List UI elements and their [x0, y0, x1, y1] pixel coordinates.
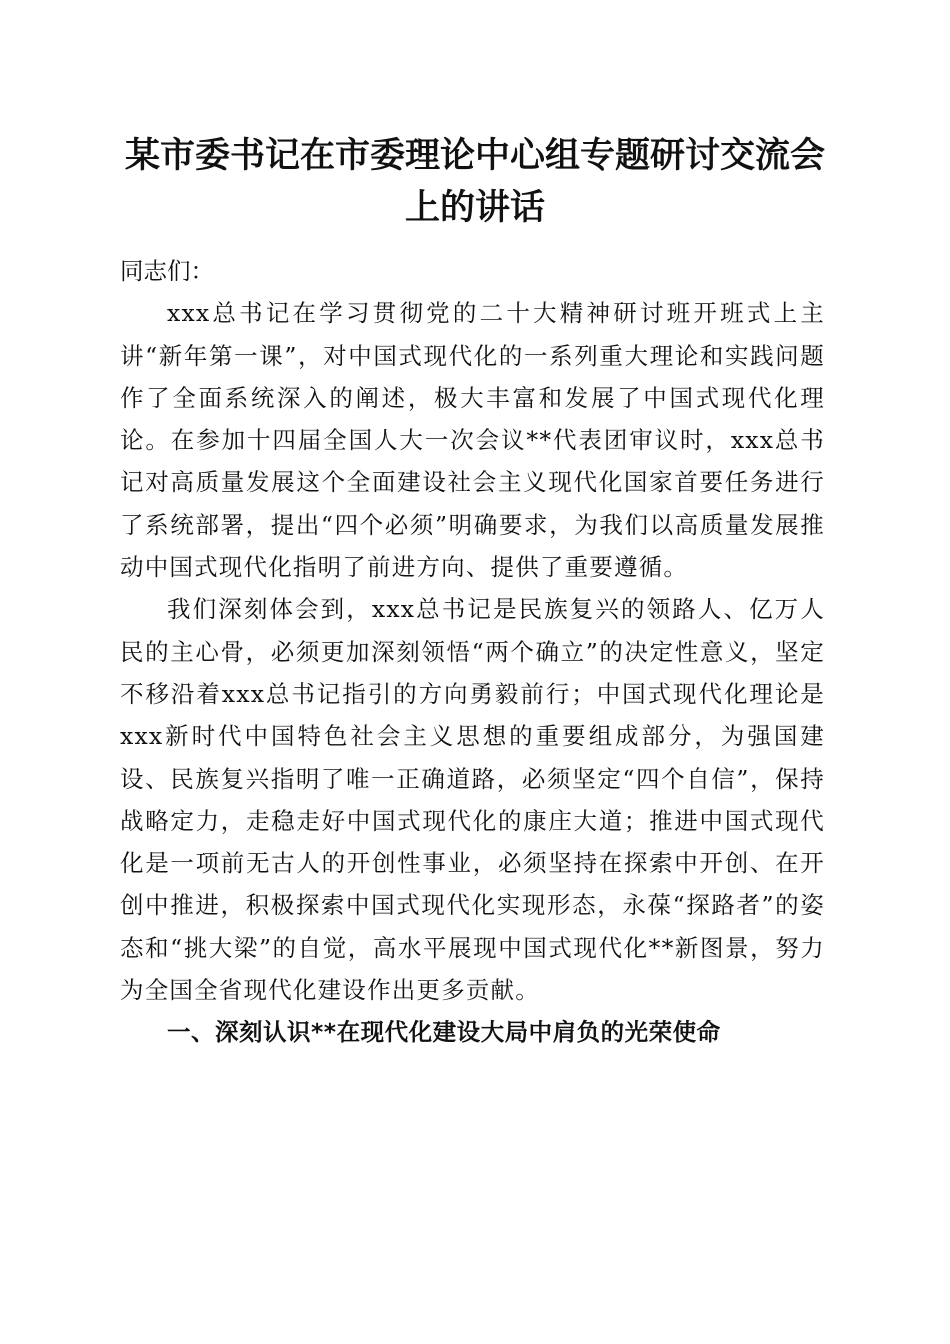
paragraph-1: xxx总书记在学习贯彻党的二十大精神研讨班开班式上主讲“新年第一课”，对中国式现代化的一系列重大理论和实践问题作了全面系统深入的阐述，极大丰富和发展了中国式现代化理论。在参加十四届全国人大一次会议**代表团审议时，xxx总书记对高质量发展这个全面建设社会主义现代化国家首要任务进行了系统部署，提出“四个必须”明确要求，为我们以高质量发展推动中国式现代化指明了前进方向、提供了重要遵循。 — [120, 299, 825, 582]
section-heading: 一、深刻认识**在现代化建设大局中肩负的光荣使命 — [167, 1018, 721, 1047]
paragraph-2: 我们深刻体会到，xxx总书记是民族复兴的领路人、亿万人民的主心骨，必须更加深刻领悟“两个确立”的决定性意义，坚定不移沿着xxx总书记指引的方向勇毅前行；中国式现代化理论是xxx新时代中国特色社会主义思想的重要组成部分，为强国建设、民族复兴指明了唯一正确道路，必须坚定“四个自信”，保持战略定力，走稳走好中国式现代化的康庄大道；推进中国式现代化是一项前无古人的开创性事业，必须坚持在探索中开创、在开创中推进，积极探索中国式现代化实现形态，永葆“探路者”的姿态和“挑大梁”的自觉，高水平展现中国式现代化**新图景，努力为全国全省现代化建设作出更多贡献。 — [120, 595, 825, 1005]
document-title: 某市委书记在市委理论中心组专题研讨交流会上的讲话 — [124, 135, 825, 228]
document-body — [120, 250, 825, 1054]
salutation: 同志们： — [120, 257, 214, 285]
